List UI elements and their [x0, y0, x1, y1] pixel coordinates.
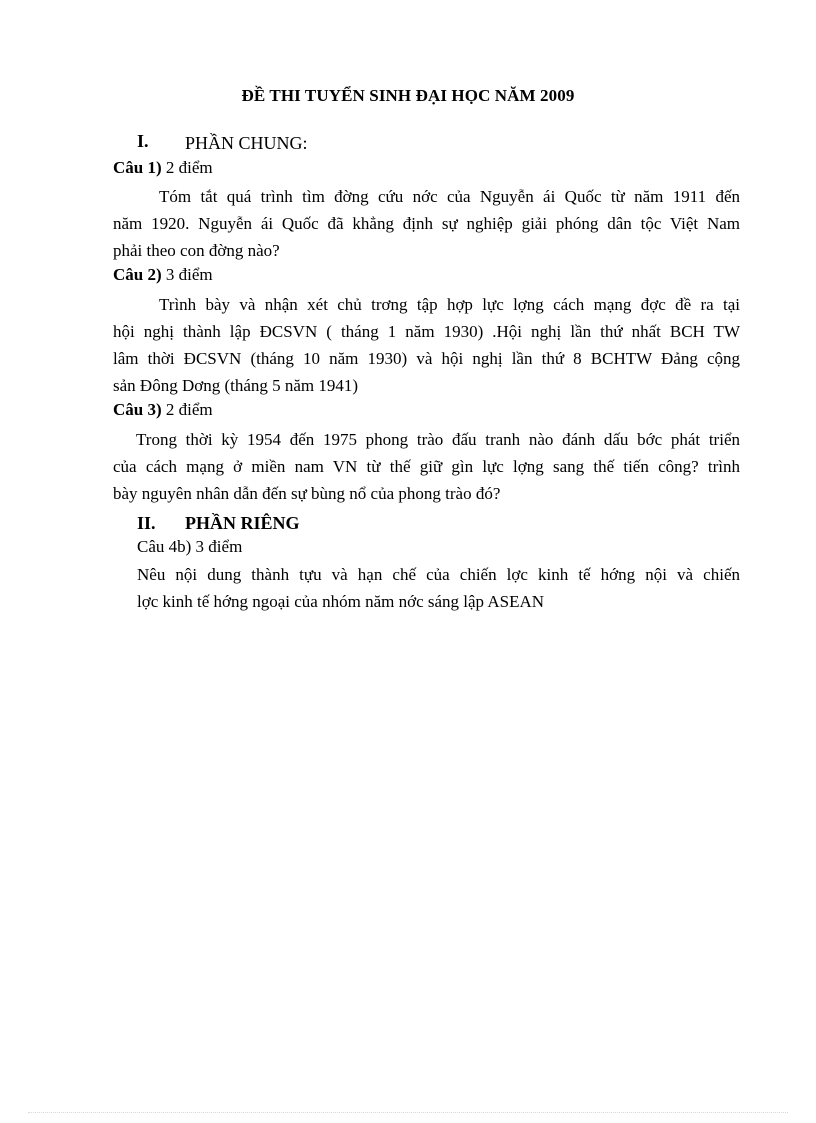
- question-4b-line: lợc kinh tế hớng ngoại của nhóm năm nớc sáng lập ASEAN: [137, 592, 545, 611]
- question-3-label: Câu 3): [113, 400, 162, 419]
- question-2-line: Trình bày và nhận xét chủ trơng tập hợp lực lợng cách mạng đợc đề ra tại: [159, 295, 740, 314]
- question-3-points: 2 điểm: [161, 400, 213, 419]
- question-1-text: [113, 183, 740, 264]
- question-3-line: của cách mạng ở miền nam VN từ thế giữ gìn lực lợng sang thế tiến công? trình: [113, 457, 740, 476]
- question-3-heading: [113, 400, 213, 420]
- question-2-line: lâm thời ĐCSVN (tháng 10 năm 1930) và hội nghị lần thứ 8 BCHTW Đảng cộng: [113, 349, 740, 368]
- question-1-heading: [113, 158, 213, 178]
- question-4b-heading: Câu 4b) 3 điểm: [137, 537, 243, 556]
- question-3-line: bày nguyên nhân dẫn đến sự bùng nổ của phong trào đó?: [113, 484, 501, 503]
- question-1-label: Câu 1): [113, 158, 162, 177]
- question-2-heading: [113, 265, 213, 285]
- section-number: I.: [137, 131, 149, 151]
- question-3-text: [113, 426, 740, 507]
- question-2-line: hội nghị thành lập ĐCSVN ( tháng 1 năm 1930) .Hội nghị lần thứ nhất BCH TW: [113, 322, 740, 341]
- section-label: PHẦN RIÊNG: [185, 513, 300, 533]
- question-2-points: 3 điểm: [161, 265, 213, 284]
- question-1-line: Tóm tắt quá trình tìm đờng cứu nớc của Nguyễn ái Quốc từ năm 1911 đến: [159, 187, 740, 206]
- question-2-text: [113, 291, 740, 399]
- question-1-points: 2 điểm: [161, 158, 213, 177]
- question-2-line: sản Đông Dơng (tháng 5 năm 1941): [113, 376, 359, 395]
- question-2-label: Câu 2): [113, 265, 162, 284]
- section-label: PHẦN CHUNG:: [185, 133, 308, 153]
- question-4b-line: Nêu nội dung thành tựu và hạn chế của chiến lợc kinh tế hớng nội và chiến: [137, 565, 740, 584]
- section-number: II.: [137, 513, 156, 533]
- question-1-line: phải theo con đờng nào?: [113, 241, 280, 260]
- question-4b-text: [137, 561, 740, 615]
- page-bottom-rule: [28, 1112, 788, 1113]
- question-3-line: Trong thời kỳ 1954 đến 1975 phong trào đấu tranh nào đánh dấu bớc phát triển: [136, 430, 740, 449]
- question-1-line: năm 1920. Nguyễn ái Quốc đã khẳng định sự nghiệp giải phóng dân tộc Việt Nam: [113, 214, 740, 233]
- exam-title: ĐỀ THI TUYỂN SINH ĐẠI HỌC NĂM 2009: [241, 86, 575, 105]
